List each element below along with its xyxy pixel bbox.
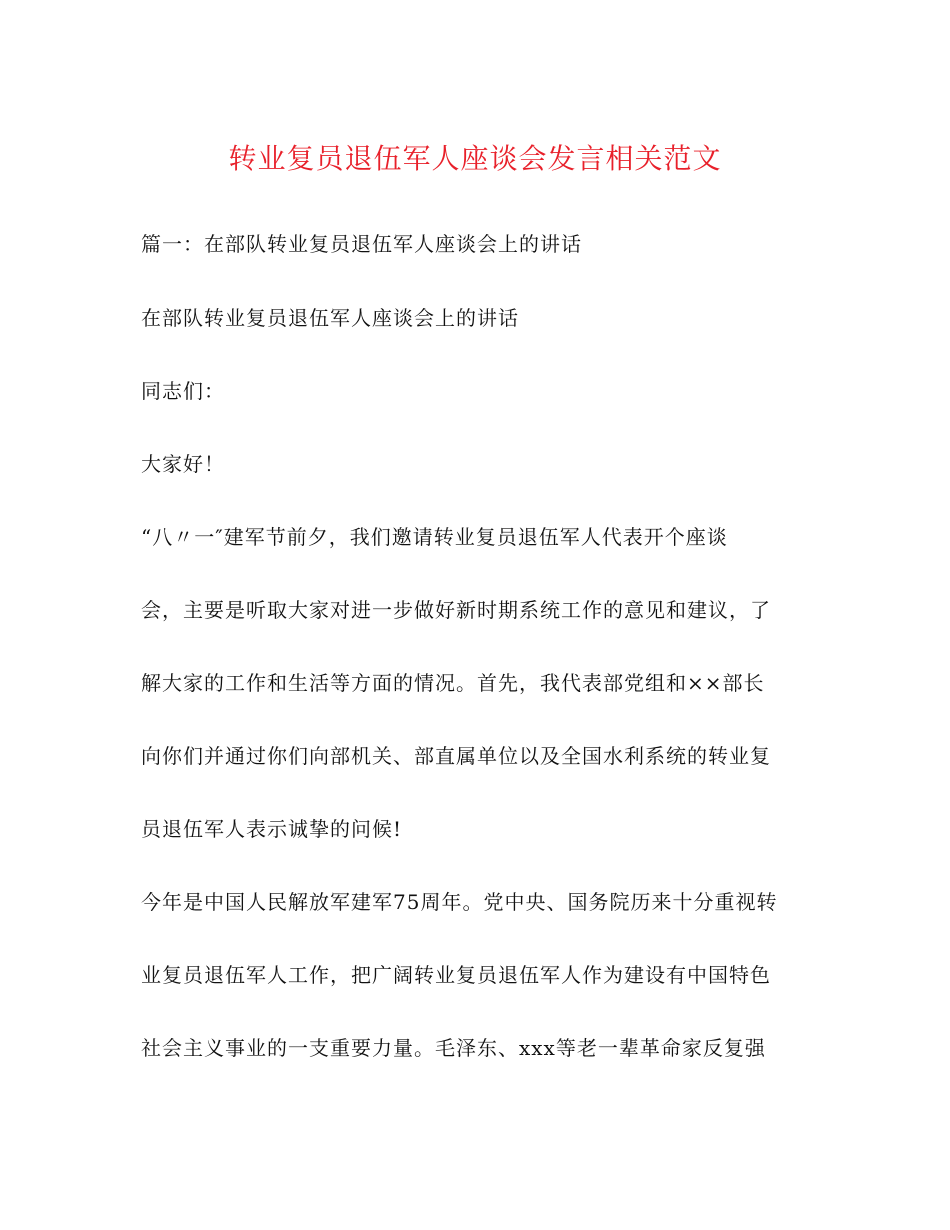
paragraph-line: “八〃一″建军节前夕，我们邀请转业复员退伍军人代表开个座谈	[141, 525, 728, 549]
paragraph-line: 会，主要是听取大家对进一步做好新时期系统工作的意见和建议，了	[141, 598, 771, 622]
paragraph-line: 社会主义事业的一支重要力量。毛泽东、xxx等老一辈革命家反复强	[141, 1036, 766, 1060]
paragraph-line: 员退伍军人表示诚挚的问候!	[141, 817, 403, 841]
document-title: 转业复员退伍军人座谈会发言相关范文	[228, 142, 722, 175]
paragraph-line: 向你们并通过你们向部机关、部直属单位以及全国水利系统的转业复	[141, 744, 771, 768]
paragraph-line: 今年是中国人民解放军建军75周年。党中央、国务院历来十分重视转	[141, 890, 778, 914]
section-heading: 篇一：在部队转业复员退伍军人座谈会上的讲话	[141, 232, 582, 256]
greeting: 大家好！	[141, 452, 225, 476]
salutation: 同志们：	[141, 379, 225, 403]
paragraph-line: 业复员退伍军人工作，把广阔转业复员退伍军人作为建设有中国特色	[141, 963, 771, 987]
paragraph-line: 解大家的工作和生活等方面的情况。首先，我代表部党组和××部长	[141, 671, 765, 695]
speech-title: 在部队转业复员退伍军人座谈会上的讲话	[141, 306, 519, 330]
